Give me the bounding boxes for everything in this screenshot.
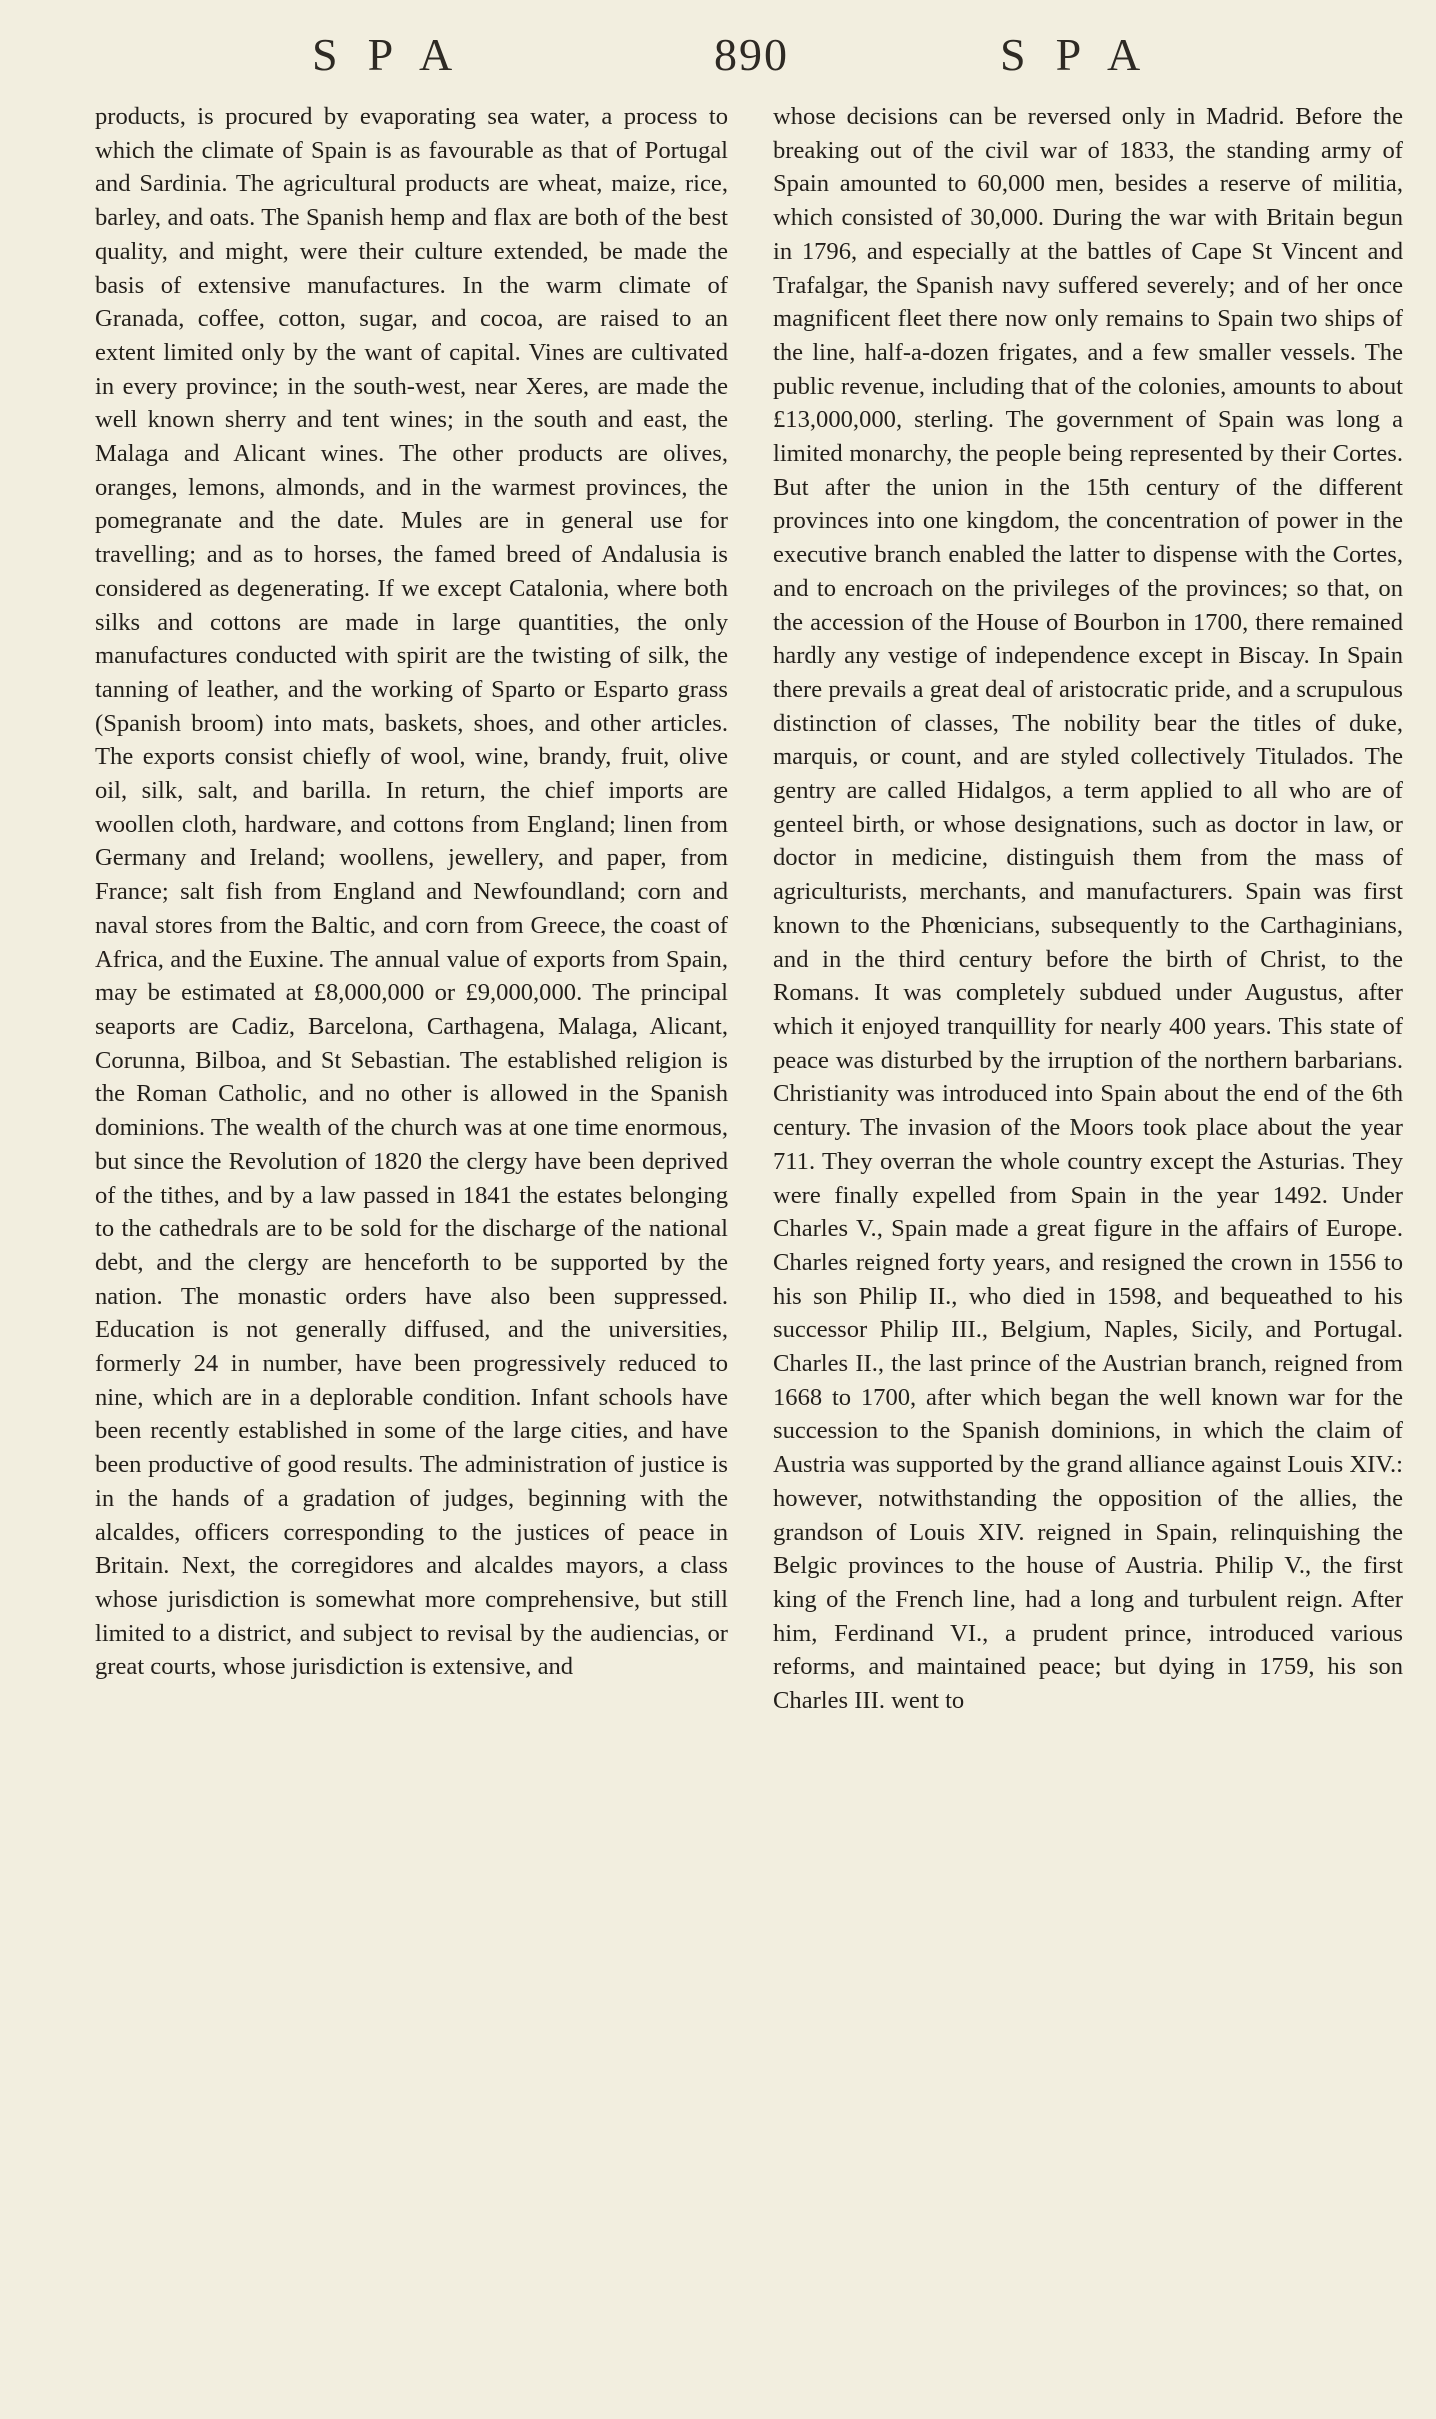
- text-column-right: [773, 100, 1403, 1718]
- header-left-title: SPA: [312, 29, 483, 80]
- text-column-left: [95, 100, 728, 1684]
- running-header: [0, 28, 1436, 88]
- header-right-title: SPA: [1000, 29, 1171, 80]
- page-number: 890: [714, 29, 789, 80]
- column-text: whose decisions can be reversed only in Madrid. Before the breaking out of the civil war of 1833, the standing army of Spain amounted to 60,000 men, besides a reserve of militia, which consisted of 30,000. During the war with Britain begun in 1796, and especially at the battles of Cape St Vincent and Trafalgar, the Spanish navy suffered severely; and of her once magnificent fleet there now only remains to Spain two ships of the line, half-a-dozen frigates, and a few smaller vessels. The public revenue, including that of the colonies, amounts to about £13,000,000, sterling. The government of Spain was long a limited monarchy, the people being represented by their Cortes. But after the union in the 15th century of the different provinces into one kingdom, the concentration of power in the executive branch enabled the latter to dispense with the Cortes, and to encroach on the privileges of the provinces; so that, on the accession of the House of Bourbon in 1700, there remained hardly any vestige of independence except in Biscay. In Spain there prevails a great deal of aristocratic pride, and a scrupulous distinction of classes, The nobility bear the titles of duke, marquis, or count, and are styled collectively Titulados. The gentry are called Hidalgos, a term applied to all who are of genteel birth, or whose designations, such as doctor in law, or doctor in medicine, distinguish them from the mass of agriculturists, merchants, and manufacturers. Spain was first known to the Phœnicians, subsequently to the Carthaginians, and in the third century before the birth of Christ, to the Romans. It was completely subdued under Augustus, after which it enjoyed tranquillity for nearly 400 years. This state of peace was disturbed by the irruption of the northern barbarians. Christianity was introduced into Spain about the end of the 6th century. The invasion of the Moors took place about the year 711. They overran the whole country except the Asturias. They were finally expelled from Spain in the year 1492. Under Charles V., Spain made a great figure in the affairs of Europe. Charles reigned forty years, and resigned the crown in 1556 to his son Philip II., who died in 1598, and bequeathed to his successor Philip III., Belgium, Naples, Sicily, and Portugal. Charles II., the last prince of the Austrian branch, reigned from 1668 to 1700, after which began the well known war for the succession to the Spanish dominions, in which the claim of Austria was supported by the grand alliance against Louis XIV.: however, notwithstanding the opposition of the allies, the grandson of Louis XIV. reigned in Spain, relinquishing the Belgic provinces to the house of Austria. Philip V., the first king of the French line, had a long and turbulent reign. After him, Ferdinand VI., a prudent prince, introduced various reforms, and maintained peace; but dying in 1759, his son Charles III. went to: [773, 103, 1403, 1715]
- column-text: products, is procured by evaporating sea water, a process to which the climate of Spain is as favourable as that of Portugal and Sardinia. The agricultural products are wheat, maize, rice, barley, and oats. The Spanish hemp and flax are both of the best quality, and might, were their culture extended, be made the basis of extensive manufactures. In the warm climate of Granada, coffee, cotton, sugar, and cocoa, are raised to an extent limited only by the want of capital. Vines are cultivated in every province; in the south-west, near Xeres, are made the well known sherry and tent wines; in the south and east, the Malaga and Alicant wines. The other products are olives, oranges, lemons, almonds, and in the warmest provinces, the pomegranate and the date. Mules are in general use for travelling; and as to horses, the famed breed of Andalusia is considered as degenerating. If we except Catalonia, where both silks and cottons are made in large quantities, the only manufactures conducted with spirit are the twisting of silk, the tanning of leather, and the working of Sparto or Esparto grass (Spanish broom) into mats, baskets, shoes, and other articles. The exports consist chiefly of wool, wine, brandy, fruit, olive oil, silk, salt, and barilla. In return, the chief imports are woollen cloth, hardware, and cottons from England; linen from Germany and Ireland; woollens, jewellery, and paper, from France; salt fish from England and Newfoundland; corn and naval stores from the Baltic, and corn from Greece, the coast of Africa, and the Euxine. The annual value of exports from Spain, may be estimated at £8,000,000 or £9,000,000. The principal seaports are Cadiz, Barcelona, Carthagena, Malaga, Alicant, Corunna, Bilboa, and St Sebastian. The established religion is the Roman Catholic, and no other is allowed in the Spanish dominions. The wealth of the church was at one time enormous, but since the Revolution of 1820 the clergy have been deprived of the tithes, and by a law passed in 1841 the estates belonging to the cathedrals are to be sold for the discharge of the national debt, and the clergy are henceforth to be supported by the nation. The monastic orders have also been suppressed. Education is not generally diffused, and the universities, formerly 24 in number, have been progressively reduced to nine, which are in a deplorable condition. Infant schools have been recently established in some of the large cities, and have been productive of good results. The administration of justice is in the hands of a gradation of judges, beginning with the alcaldes, officers corresponding to the justices of peace in Britain. Next, the corregidores and alcaldes mayors, a class whose jurisdiction is somewhat more comprehensive, but still limited to a district, and subject to revisal by the audiencias, or great courts, whose jurisdiction is extensive, and: [95, 103, 728, 1681]
